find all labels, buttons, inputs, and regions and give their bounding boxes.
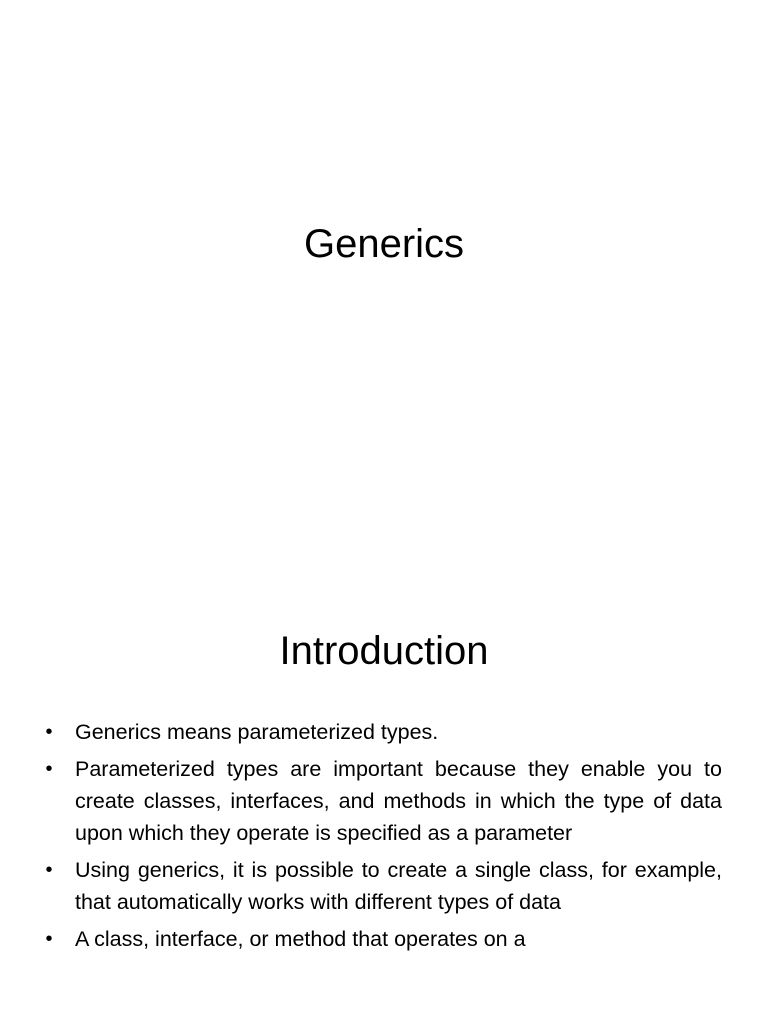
bullet-item [42,716,722,748]
bullet-text: Generics means parameterized types. [75,720,439,744]
slide-title: Generics [303,222,465,266]
bullet-text: A class, interface, or method that operates on a [75,927,526,951]
bullet-dot-icon: • [45,859,53,881]
bullet-text: Using generics, it is possible to create a single class, for example, that automatically works with different types of data [75,858,722,914]
bullet-item [42,753,722,849]
bullet-text: Parameterized types are important because they enable you to create classes, interfaces, and methods in which the type of data upon which they operate is specified as a parameter [75,757,722,845]
bullet-dot-icon: • [45,721,53,743]
introduction-slide [0,576,768,1024]
bullet-item [42,923,722,955]
slide-heading: Introduction [279,629,489,673]
bullet-list [42,716,722,960]
bullet-item [42,854,722,918]
bullet-dot-icon: • [45,758,53,780]
bullet-dot-icon: • [45,928,53,950]
